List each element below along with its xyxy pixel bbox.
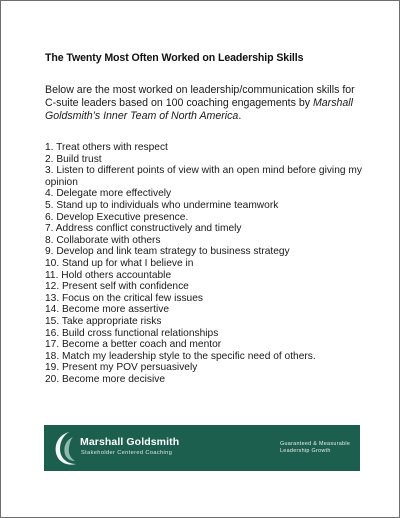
- list-item: 10. Stand up for what I believe in: [45, 257, 194, 269]
- list-item: 9. Develop and link team strategy to business strategy: [45, 246, 290, 258]
- tagline-line-2: Leadership Growth: [280, 448, 331, 454]
- list-item: 4. Delegate more effectively: [45, 188, 172, 200]
- brand-name: Marshall Goldsmith: [80, 436, 180, 448]
- list-item: 12. Present self with confidence: [45, 281, 189, 293]
- list-item: 5. Stand up to individuals who undermine teamwork: [45, 199, 279, 211]
- list-item: 1. Treat others with respect: [45, 142, 168, 153]
- list-item: 20. Become more decisive: [45, 373, 166, 385]
- brand-subtitle: Stakeholder Centered Coaching: [81, 450, 173, 456]
- list-item: 6. Develop Executive presence.: [45, 211, 189, 223]
- list-item: 14. Become more assertive: [45, 304, 170, 316]
- list-item: 7. Address conflict constructively and timely: [45, 223, 242, 235]
- list-item: 17. Become a better coach and mentor: [45, 339, 222, 351]
- document-title: The Twenty Most Often Worked on Leadership Skills: [45, 52, 304, 64]
- list-item: 18. Match my leadership style to the specific need of others.: [45, 350, 316, 362]
- tagline-line-1: Guaranteed & Measurable: [280, 441, 351, 447]
- intro-emphasis: Marshall Goldsmith’s Inner Team of North America: [45, 97, 354, 122]
- list-item: 15. Take appropriate risks: [45, 315, 162, 327]
- intro-text: Below are the most worked on leadership/communication skills for C-suite leaders based on 100 coaching engagements by: [45, 84, 355, 109]
- swoosh-logo-icon: [52, 429, 86, 467]
- list-item: 16. Build cross functional relationships: [45, 327, 219, 339]
- intro-paragraph: [45, 84, 365, 123]
- list-item: 19. Present my POV persuasively: [45, 362, 198, 374]
- tagline: [280, 441, 356, 455]
- list-item: 11. Hold others accountable: [45, 269, 172, 281]
- list-item: 2. Build trust: [45, 153, 102, 165]
- intro-end: .: [238, 110, 242, 122]
- skills-list: [45, 142, 363, 385]
- list-item: 13. Focus on the critical few issues: [45, 292, 203, 304]
- list-item: 3. Listen to different points of view with an open mind before giving my opinion: [45, 165, 362, 188]
- list-item: 8. Collaborate with others: [45, 234, 161, 246]
- footer-banner: [44, 425, 360, 471]
